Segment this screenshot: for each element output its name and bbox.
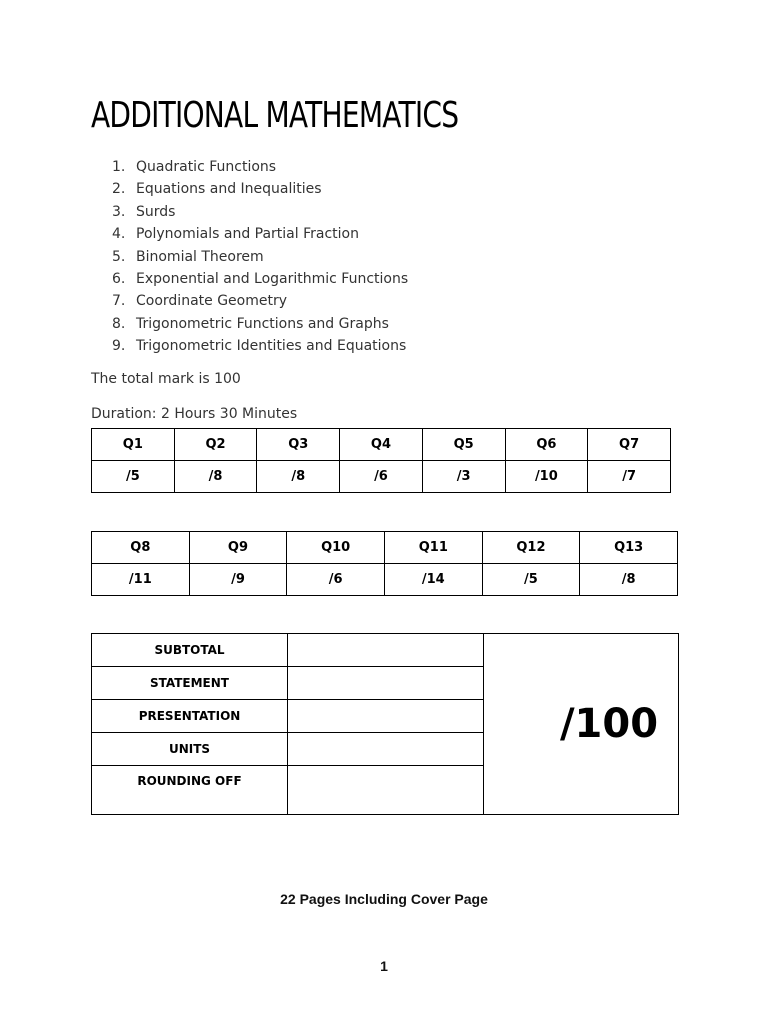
subtotal-value-cell	[288, 634, 484, 667]
question-cell: Q7	[588, 429, 671, 461]
list-item-label: Binomial Theorem	[136, 248, 264, 265]
marks-table-q8-q13	[91, 531, 678, 596]
list-item	[112, 223, 408, 245]
list-item-number: 7.	[112, 293, 126, 310]
question-cell: Q1	[92, 429, 175, 461]
units-label: UNITS	[92, 733, 288, 766]
list-item	[112, 290, 408, 312]
mark-cell: /8	[257, 461, 340, 493]
question-cell: Q9	[189, 532, 287, 564]
question-cell: Q10	[287, 532, 385, 564]
mark-cell: /10	[505, 461, 588, 493]
list-item	[112, 335, 408, 357]
subtotal-label: SUBTOTAL	[92, 634, 288, 667]
list-item	[112, 156, 408, 178]
presentation-value-cell	[288, 700, 484, 733]
statement-value-cell	[288, 667, 484, 700]
mark-cell: /6	[287, 564, 385, 596]
mark-cell: /11	[92, 564, 190, 596]
list-item	[112, 268, 408, 290]
table-row	[92, 634, 679, 667]
table-row-questions	[92, 532, 678, 564]
list-item-label: Coordinate Geometry	[136, 293, 288, 310]
rounding-off-label: ROUNDING OFF	[92, 766, 288, 815]
question-cell: Q3	[257, 429, 340, 461]
list-item-number: 4.	[112, 226, 126, 243]
total-score: /100	[559, 701, 659, 747]
table-row-marks	[92, 564, 678, 596]
list-item	[112, 178, 408, 200]
list-item	[112, 201, 408, 223]
duration-text: Duration: 2 Hours 30 Minutes	[91, 406, 298, 422]
total-score-cell	[484, 634, 679, 815]
list-item-label: Quadratic Functions	[136, 159, 277, 175]
document-title: ADDITIONAL MATHEMATICS	[91, 95, 459, 136]
mark-cell: /5	[482, 564, 580, 596]
marks-table-q1-q7	[91, 428, 671, 493]
list-item-number: 8.	[112, 315, 126, 332]
mark-cell: /3	[422, 461, 505, 493]
question-cell: Q13	[580, 532, 678, 564]
question-cell: Q5	[422, 429, 505, 461]
table-row-marks	[92, 461, 671, 493]
question-cell: Q2	[174, 429, 257, 461]
list-item-label: Equations and Inequalities	[136, 181, 322, 198]
list-item-label: Trigonometric Functions and Graphs	[136, 315, 389, 332]
question-cell: Q6	[505, 429, 588, 461]
units-value-cell	[288, 733, 484, 766]
list-item-label: Trigonometric Identities and Equations	[136, 338, 407, 355]
question-cell: Q11	[384, 532, 482, 564]
page-number: 1	[380, 958, 388, 974]
mark-cell: /8	[174, 461, 257, 493]
page-count-note: 22 Pages Including Cover Page	[280, 891, 488, 907]
list-item-label: Exponential and Logarithmic Functions	[136, 270, 409, 287]
statement-label: STATEMENT	[92, 667, 288, 700]
list-item-label: Surds	[136, 203, 176, 220]
mark-cell: /9	[189, 564, 287, 596]
total-mark-text: The total mark is 100	[91, 371, 241, 387]
list-item	[112, 246, 408, 268]
mark-cell: /6	[340, 461, 423, 493]
presentation-label: PRESENTATION	[92, 700, 288, 733]
question-cell: Q8	[92, 532, 190, 564]
list-item-number: 1.	[112, 159, 126, 175]
list-item-number: 2.	[112, 181, 126, 198]
mark-cell: /7	[588, 461, 671, 493]
question-cell: Q4	[340, 429, 423, 461]
topic-list	[112, 156, 408, 358]
list-item-number: 3.	[112, 203, 126, 220]
list-item-label: Polynomials and Partial Fraction	[136, 226, 359, 243]
list-item-number: 9.	[112, 338, 126, 355]
list-item-number: 5.	[112, 248, 126, 265]
question-cell: Q12	[482, 532, 580, 564]
mark-cell: /5	[92, 461, 175, 493]
rounding-off-value-cell	[288, 766, 484, 815]
mark-cell: /14	[384, 564, 482, 596]
summary-table	[91, 633, 679, 815]
list-item	[112, 313, 408, 335]
list-item-number: 6.	[112, 270, 126, 287]
table-row-questions	[92, 429, 671, 461]
mark-cell: /8	[580, 564, 678, 596]
